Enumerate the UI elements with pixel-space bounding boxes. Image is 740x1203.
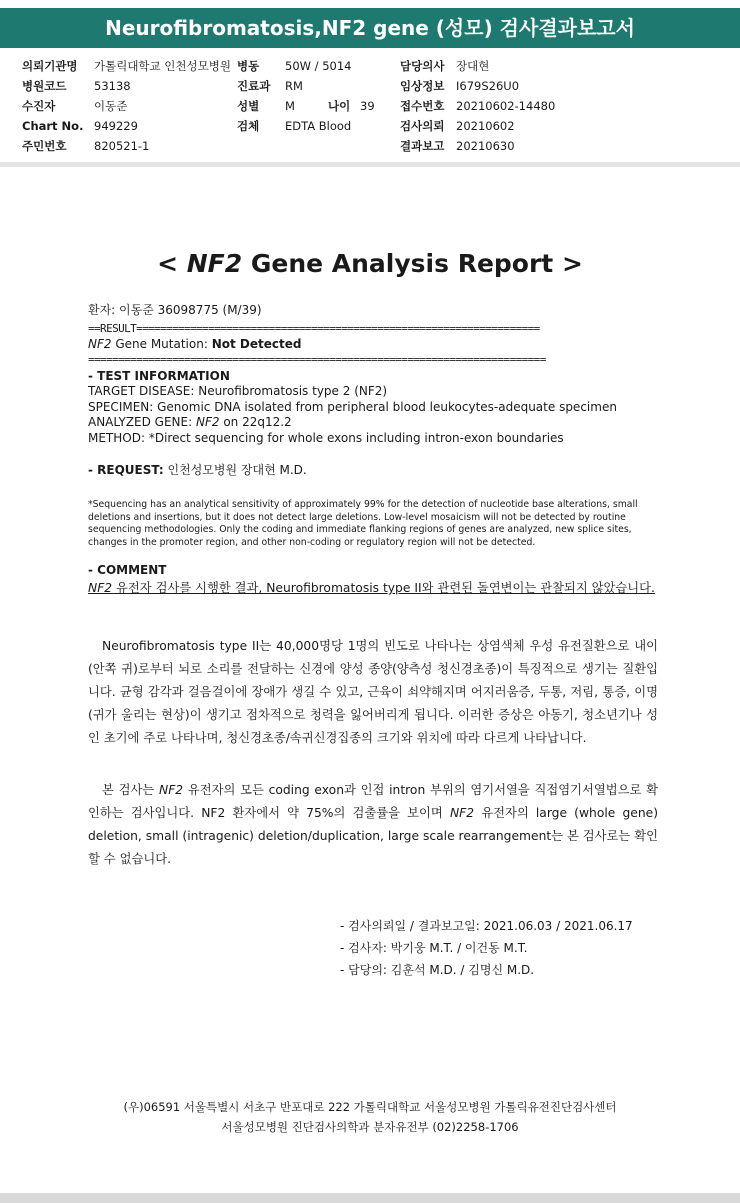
age-value: 39 [360, 99, 375, 113]
analyzed-gene-prefix: ANALYZED GENE: [88, 415, 196, 429]
comment-heading: - COMMENT [88, 563, 167, 577]
info-row [22, 136, 722, 156]
result-rule: ==RESULT=================================================================== [88, 322, 540, 335]
sign-doctors: - 담당의: 김훈석 M.D. / 김명신 M.D. [340, 963, 535, 977]
info-label: 병동 [237, 59, 260, 73]
sign-testers: - 검사자: 박기웅 M.T. / 이건동 M.T. [340, 941, 528, 955]
header-divider [0, 162, 740, 167]
info-label: 수진자 [22, 99, 56, 113]
info-label: 접수번호 [400, 99, 445, 113]
para2-a: 본 검사는 [102, 783, 159, 797]
disclaimer: *Sequencing has an analytical sensitivity of approximately 99% for the detection of nucleotide base alterations, small deletions and insertions, but it does not detect large deletions. Low-level mosaicism will not be detected by routine sequencing methodologies. Only the coding and immediate flanking regions of genes are analyzed, new splice sites, changes in the promoter region, and other non-coding or regulatory region will not be detected. [88, 499, 638, 548]
para2-b: 유전자의 모든 coding exon과 인접 intron 부위의 염기서열을 직접염기서열법으로 확인하는 검사입니다. NF2 환자에서 약 75%의 검출률을 보이며 [88, 783, 658, 820]
request-label: - REQUEST: [88, 463, 164, 477]
heading-prefix: < [157, 249, 187, 278]
info-label: 결과보고 [400, 139, 445, 153]
comment-text [88, 577, 658, 600]
comment-gene: NF2 [88, 581, 113, 595]
bottom-bar [0, 1193, 740, 1203]
mutation-gene: NF2 [88, 337, 112, 351]
mutation-value: Not Detected [211, 337, 302, 351]
mutation-result [88, 337, 660, 353]
info-label: 진료과 [237, 79, 271, 93]
info-row [22, 56, 722, 76]
heading-suffix: Gene Analysis Report > [242, 249, 583, 278]
info-label: 병원코드 [22, 79, 67, 93]
info-value: 50W / 5014 [285, 59, 352, 73]
info-value: 20210630 [456, 139, 515, 153]
info-row [22, 116, 722, 136]
info-label: 담당의사 [400, 59, 445, 73]
analyzed-gene [88, 415, 660, 431]
target-disease: TARGET DISEASE: Neurofibromatosis type 2 (NF2) [88, 384, 388, 398]
patient-line: 환자: 이동준 36098775 (M/39) [88, 303, 262, 317]
para2-gene1: NF2 [159, 783, 184, 797]
info-value: 20210602-14480 [456, 99, 556, 113]
para2-c: 유전자의 large (whole gene) deletion, small (intragenic) deletion/duplication, large scale rearrangement는 본 검사로는 확인할 수 없습니다. [88, 806, 658, 866]
result-rule-end: ============================================================================ [88, 353, 546, 366]
info-value: RM [285, 79, 303, 93]
info-value: M [285, 99, 295, 113]
info-value: 53138 [94, 79, 131, 93]
mutation-label: Gene Mutation: [111, 337, 212, 351]
request-line [88, 463, 660, 479]
info-value: 20210602 [456, 119, 515, 133]
info-value: EDTA Blood [285, 119, 352, 133]
specimen: SPECIMEN: Genomic DNA isolated from peripheral blood leukocytes-adequate specimen [88, 400, 617, 414]
info-label: 검사의뢰 [400, 119, 445, 133]
test-info-heading: - TEST INFORMATION [88, 369, 230, 383]
analyzed-gene-name: NF2 [195, 415, 220, 429]
info-label: 주민번호 [22, 139, 67, 153]
footer-address: (우)06591 서울특별시 서초구 반포대로 222 가톨릭대학교 서울성모병원 가톨릭유전진단검사센터 [123, 1100, 617, 1114]
info-label: 성별 [237, 99, 260, 113]
info-row [22, 76, 722, 96]
info-value: I679S26U0 [456, 79, 520, 93]
sign-dates: - 검사의뢰일 / 결과보고일: 2021.06.03 / 2021.06.17 [340, 919, 633, 933]
info-label: 임상정보 [400, 79, 445, 93]
age-label: 나이 [328, 99, 351, 113]
info-value: 이동준 [94, 99, 128, 113]
report-title: Neurofibromatosis,NF2 gene (성모) 검사결과보고서 [105, 16, 635, 40]
comment-body: 유전자 검사를 시행한 결과, Neurofibromatosis type II와 관련된 돌연변이는 관찰되지 않았습니다. [112, 581, 655, 595]
info-label: 검체 [237, 119, 260, 133]
footer-contact: 서울성모병원 진단검사의학과 분자유전부 (02)2258-1706 [221, 1120, 519, 1134]
report-heading [0, 249, 740, 278]
paragraph-1: Neurofibromatosis type II는 40,000명당 1명의 빈도로 나타나는 상염색체 우성 유전질환으로 내이(안쪽 귀)로부터 뇌로 소리를 전달하는 신경에 양성 종양(양측성 청신경초종)이 특징적으로 생기는 질환입니다. 균형 감각과 걸음걸이에 장애가 생길 수 있고, 근육이 쇠약해지며 어지러움증, 두통, 저림, 통증, 이명(귀가 울리는 현상)이 생기고 점차적으로 청력을 잃어버리게 됩니다. 이러한 증상은 아동기, 청소년기나 성인 초기에 주로 나타나며, 청신경초종/속귀신경집종의 크기와 위치에 따라 다르게 나타납니다. [88, 639, 658, 745]
info-value: 949229 [94, 119, 138, 133]
info-row [22, 96, 722, 116]
info-value: 820521-1 [94, 139, 150, 153]
info-label: Chart No. [22, 119, 84, 133]
heading-gene: NF2 [186, 249, 243, 278]
info-value: 가톨릭대학교 인천성모병원 [94, 59, 231, 73]
paragraph-2 [88, 779, 658, 871]
info-label: 의뢰기관명 [22, 59, 78, 73]
request-value: 인천성모병원 장대현 M.D. [163, 463, 307, 477]
report-title-bar [0, 8, 740, 48]
para2-gene2: NF2 [449, 806, 475, 820]
method: METHOD: *Direct sequencing for whole exons including intron-exon boundaries [88, 431, 564, 445]
info-value: 장대현 [456, 59, 490, 73]
analyzed-gene-suffix: on 22q12.2 [219, 415, 292, 429]
